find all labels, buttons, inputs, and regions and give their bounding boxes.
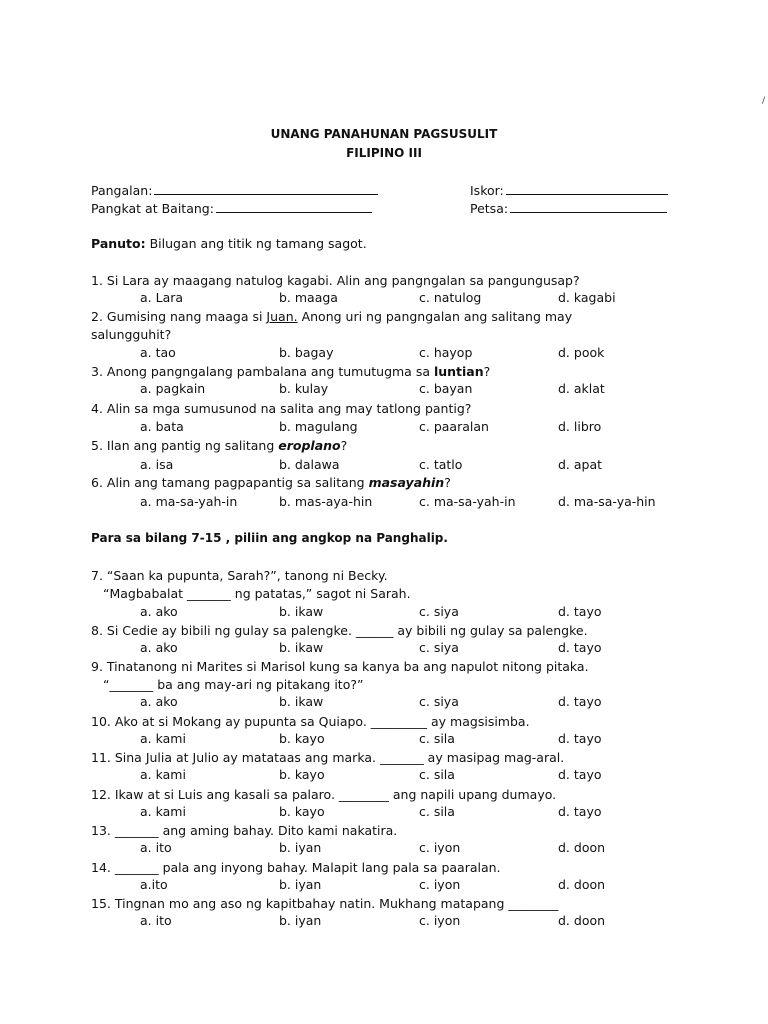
question-text: 1. Si Lara ay maagang natulog kagabi. Alin ang pangngalan sa pangungusap?	[91, 273, 580, 288]
option-a[interactable]: a. Lara	[140, 290, 184, 305]
question-text-cont: Anong uri ng pangngalan ang salitang may salungguhit?	[91, 309, 573, 342]
name-field	[91, 181, 378, 198]
bold-word: luntian	[433, 364, 484, 379]
question	[91, 658, 651, 694]
option-b[interactable]: b. bagay	[279, 345, 334, 360]
question-text: 9. Tinatanong ni Marites si Marisol kung sa kanya ba ang napulot nitong pitaka.	[91, 659, 589, 674]
question-text-line2: “_______ ba ang may-ari ng pitakang ito?”	[103, 677, 364, 692]
instructions-text: Bilugan ang titik ng tamang sagot.	[145, 236, 367, 251]
option-c[interactable]: c. paaralan	[419, 419, 489, 434]
option-b[interactable]: b. iyan	[279, 877, 322, 892]
option-c[interactable]: c. sila	[419, 767, 455, 782]
option-a[interactable]: a. ako	[140, 640, 178, 655]
option-b[interactable]: b. maaga	[279, 290, 338, 305]
date-field	[470, 199, 667, 216]
question	[91, 895, 651, 913]
option-c[interactable]: c. hayop	[419, 345, 473, 360]
question-text: 8. Si Cedie ay bibili ng gulay sa palengke. ______ ay bibili ng gulay sa palengke.	[91, 623, 588, 638]
question	[91, 437, 651, 455]
underlined-word: Juan.	[266, 309, 298, 324]
question-text: 3. Anong pangngalang pambalana ang tumutugma sa	[91, 364, 434, 379]
bold-italic-word: masayahin	[368, 475, 445, 490]
option-a[interactable]: a. ito	[140, 913, 172, 928]
question	[91, 474, 651, 492]
option-b[interactable]: b. kayo	[279, 767, 325, 782]
option-c[interactable]: c. ma-sa-yah-in	[419, 494, 516, 509]
section-label: Pangkat at Baitang:	[91, 201, 214, 216]
option-a[interactable]: a. pagkain	[140, 381, 206, 396]
score-blank[interactable]	[506, 181, 668, 195]
option-c[interactable]: c. bayan	[419, 381, 473, 396]
question-text: 6. Alin ang tamang pagpapantig sa salitang	[91, 475, 369, 490]
question-text: 10. Ako at si Mokang ay pupunta sa Quiapo. _________ ay magsisimba.	[91, 714, 530, 729]
option-b[interactable]: b. dalawa	[279, 457, 340, 472]
question	[91, 859, 651, 877]
date-label: Petsa:	[470, 201, 509, 216]
option-a[interactable]: a. ma-sa-yah-in	[140, 494, 238, 509]
option-b[interactable]: b. kayo	[279, 731, 325, 746]
instructions	[91, 236, 367, 251]
question-text-line2: “Magbabalat _______ ng patatas,” sagot ni Sarah.	[103, 586, 411, 601]
question	[91, 400, 651, 418]
option-d[interactable]: d. doon	[558, 913, 606, 928]
option-d[interactable]: d. pook	[558, 345, 605, 360]
question-text: 11. Sina Julia at Julio ay matataas ang marka. _______ ay masipag mag-aral.	[91, 750, 565, 765]
exam-subject: FILIPINO III	[346, 146, 422, 160]
option-d[interactable]: d. tayo	[558, 731, 602, 746]
option-c[interactable]: c. siya	[419, 640, 459, 655]
option-a[interactable]: a. kami	[140, 804, 186, 819]
option-c[interactable]: c. iyon	[419, 877, 461, 892]
option-b[interactable]: b. mas-aya-hin	[279, 494, 373, 509]
question	[91, 622, 651, 640]
exam-title: UNANG PANAHUNAN PAGSUSULIT	[270, 127, 498, 141]
question-text-cont: ?	[483, 364, 491, 379]
question	[91, 713, 651, 731]
option-d[interactable]: d. tayo	[558, 694, 602, 709]
option-b[interactable]: b. magulang	[279, 419, 358, 434]
name-label: Pangalan:	[91, 183, 153, 198]
question	[91, 363, 651, 381]
question-text: 14. _______ pala ang inyong bahay. Malapit lang pala sa paaralan.	[91, 860, 501, 875]
question-text: 12. Ikaw at si Luis ang kasali sa palaro. ________ ang napili upang dumayo.	[91, 787, 557, 802]
option-c[interactable]: c. siya	[419, 694, 459, 709]
score-field	[470, 181, 668, 198]
question	[91, 786, 651, 804]
question	[91, 272, 651, 290]
option-d[interactable]: d. tayo	[558, 767, 602, 782]
question-text-cont: ?	[444, 475, 451, 490]
option-d[interactable]: d. kagabi	[558, 290, 616, 305]
section-instruction: Para sa bilang 7-15 , piliin ang angkop na Panghalip.	[91, 531, 448, 545]
option-a[interactable]: a. kami	[140, 731, 186, 746]
question	[91, 567, 651, 603]
option-a[interactable]: a. tao	[140, 345, 176, 360]
bold-italic-word: eroplano	[278, 438, 341, 453]
date-blank[interactable]	[510, 199, 667, 213]
option-c[interactable]: c. natulog	[419, 290, 482, 305]
question-text-cont: ?	[340, 438, 348, 453]
score-label: Iskor:	[470, 183, 504, 198]
option-a[interactable]: a.ito	[140, 877, 168, 892]
option-d[interactable]: d. tayo	[558, 604, 602, 619]
option-a[interactable]: a. ito	[140, 840, 172, 855]
question	[91, 749, 651, 767]
option-a[interactable]: a. ako	[140, 604, 178, 619]
stray-mark: /	[762, 96, 766, 106]
option-b[interactable]: b. iyan	[279, 913, 322, 928]
option-a[interactable]: a. ako	[140, 694, 178, 709]
question-text: 7. “Saan ka pupunta, Sarah?”, tanong ni Becky.	[91, 568, 388, 583]
option-d[interactable]: d. apat	[558, 457, 603, 472]
option-c[interactable]: c. iyon	[419, 913, 461, 928]
option-b[interactable]: b. ikaw	[279, 604, 324, 619]
option-a[interactable]: a. kami	[140, 767, 186, 782]
question-text: 2. Gumising nang maaga si	[91, 309, 267, 324]
option-b[interactable]: b. ikaw	[279, 694, 324, 709]
option-a[interactable]: a. isa	[140, 457, 174, 472]
option-d[interactable]: d. doon	[558, 840, 606, 855]
option-c[interactable]: c. siya	[419, 604, 459, 619]
question-text: 5. Ilan ang pantig ng salitang	[91, 438, 279, 453]
option-d[interactable]: d. ma-sa-ya-hin	[558, 494, 656, 509]
option-b[interactable]: b. iyan	[279, 840, 322, 855]
option-a[interactable]: a. bata	[140, 419, 184, 434]
option-d[interactable]: d. tayo	[558, 640, 602, 655]
option-d[interactable]: d. aklat	[558, 381, 605, 396]
question-text: 13. _______ ang aming bahay. Dito kami nakatira.	[91, 823, 398, 838]
section-field	[91, 199, 372, 216]
option-c[interactable]: c. sila	[419, 731, 455, 746]
option-d[interactable]: d. tayo	[558, 804, 602, 819]
section-blank[interactable]	[216, 199, 372, 213]
question-text: 4. Alin sa mga sumusunod na salita ang may tatlong pantig?	[91, 401, 472, 416]
option-b[interactable]: b. ikaw	[279, 640, 324, 655]
option-b[interactable]: b. kayo	[279, 804, 325, 819]
option-b[interactable]: b. kulay	[279, 381, 329, 396]
option-c[interactable]: c. tatlo	[419, 457, 463, 472]
question	[91, 822, 651, 840]
option-d[interactable]: d. libro	[558, 419, 602, 434]
option-c[interactable]: c. sila	[419, 804, 455, 819]
option-c[interactable]: c. iyon	[419, 840, 461, 855]
name-blank[interactable]	[154, 181, 378, 195]
option-d[interactable]: d. doon	[558, 877, 606, 892]
question-text: 15. Tingnan mo ang aso ng kapitbahay natin. Mukhang matapang ________	[91, 896, 559, 911]
question	[91, 308, 651, 344]
instructions-label: Panuto:	[91, 236, 146, 251]
